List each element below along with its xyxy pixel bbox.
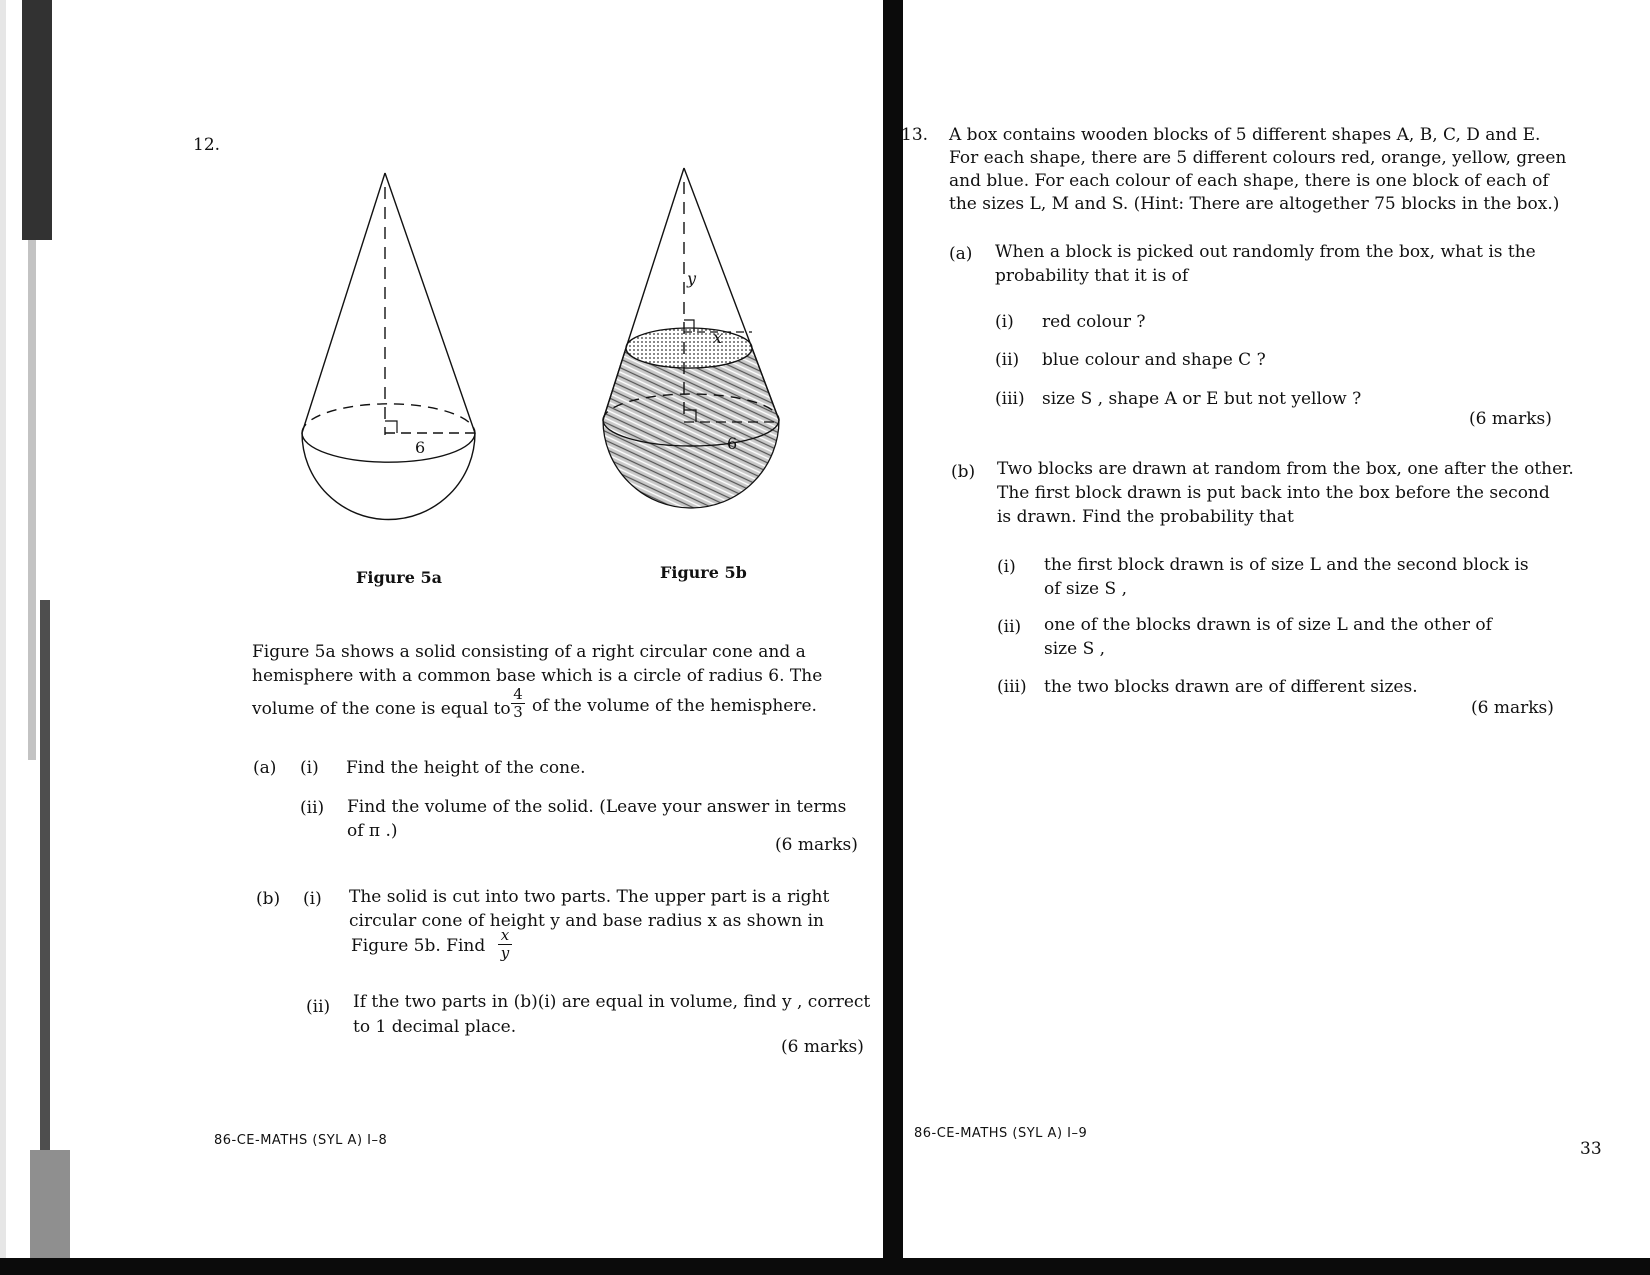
part-a-ii-text-2: of π .) bbox=[347, 821, 398, 841]
intro-fraction-den: 3 bbox=[513, 703, 523, 721]
part-a-ii-label: (ii) bbox=[300, 798, 325, 818]
part-b-i-label: (i) bbox=[303, 889, 322, 909]
figure-5b-height-label: y bbox=[687, 269, 697, 288]
left-footer: 86-CE-MATHS (SYL A) I–8 bbox=[214, 1133, 388, 1148]
part-b-fraction bbox=[498, 928, 512, 961]
q13-part-a-marks: (6 marks) bbox=[1469, 409, 1552, 429]
q13-part-b-text-1: Two blocks are drawn at random from the box, one after the other. bbox=[997, 459, 1574, 479]
q13-b-ii-label: (ii) bbox=[997, 617, 1022, 637]
q13-intro-1: A box contains wooden blocks of 5 different shapes A, B, C, D and E. bbox=[949, 125, 1541, 145]
part-b-fraction-den: y bbox=[500, 944, 510, 962]
q13-b-iii-label: (iii) bbox=[997, 677, 1027, 697]
q13-part-b-text-2: The first block drawn is put back into the box before the second bbox=[997, 483, 1550, 503]
intro-fraction bbox=[511, 687, 525, 720]
q13-intro-2: For each shape, there are 5 different colours red, orange, yellow, green bbox=[949, 148, 1567, 168]
part-b-marks: (6 marks) bbox=[781, 1037, 864, 1057]
q13-intro-3: and blue. For each colour of each shape, there is one block of each of bbox=[949, 171, 1549, 191]
intro-line-3: volume of the cone is equal to bbox=[252, 699, 511, 719]
intro-fraction-num: 4 bbox=[513, 685, 523, 703]
figure-5a bbox=[290, 165, 490, 530]
part-b-ii-text-2: to 1 decimal place. bbox=[353, 1017, 517, 1037]
part-b-label: (b) bbox=[256, 889, 281, 909]
figure-5b-caption: Figure 5b bbox=[660, 563, 747, 582]
part-a-ii-text-1: Find the volume of the solid. (Leave your answer in terms bbox=[347, 797, 847, 817]
right-footer: 86-CE-MATHS (SYL A) I–9 bbox=[914, 1126, 1088, 1141]
figure-5b-radius-x-label: x bbox=[713, 328, 723, 347]
part-b-i-text-1: The solid is cut into two parts. The upper part is a right bbox=[349, 887, 830, 907]
q13-a-iii-label: (iii) bbox=[995, 389, 1025, 409]
q13-a-ii-text: blue colour and shape C ? bbox=[1042, 350, 1266, 370]
question-number: 12. bbox=[193, 135, 221, 155]
intro-line-1: Figure 5a shows a solid consisting of a right circular cone and a bbox=[252, 642, 806, 662]
q13-b-i-line1: the first block drawn is of size L and the second block is bbox=[1044, 555, 1529, 575]
q13-b-i-label: (i) bbox=[997, 557, 1016, 577]
q13-part-a-text-1: When a block is picked out randomly from the box, what is the bbox=[995, 242, 1536, 262]
figure-5b bbox=[596, 160, 796, 530]
intro-line-4: of the volume of the hemisphere. bbox=[532, 696, 817, 716]
part-b-fraction-num: x bbox=[500, 926, 510, 944]
part-a-i-text: Find the height of the cone. bbox=[346, 758, 586, 778]
part-a-label: (a) bbox=[253, 758, 277, 778]
q13-intro-4: the sizes L, M and S. (Hint: There are altogether 75 blocks in the box.) bbox=[949, 194, 1560, 214]
q13-b-i-line2: of size S , bbox=[1044, 579, 1127, 599]
q13-part-b-text-3: is drawn. Find the probability that bbox=[997, 507, 1294, 527]
q13-part-a-text-2: probability that it is of bbox=[995, 266, 1189, 286]
scan-bottom-edge bbox=[0, 1258, 1650, 1275]
binding-gutter bbox=[883, 0, 903, 1275]
q13-b-ii-line2: size S , bbox=[1044, 639, 1106, 659]
q13-part-b-marks: (6 marks) bbox=[1471, 698, 1554, 718]
q13-a-i-text: red colour ? bbox=[1042, 312, 1146, 332]
part-b-ii-text-1: If the two parts in (b)(i) are equal in volume, find y , correct bbox=[353, 992, 871, 1012]
question-number-13: 13. bbox=[901, 125, 929, 145]
figure-5b-radius-label: 6 bbox=[727, 434, 738, 453]
part-a-i-label: (i) bbox=[300, 758, 319, 778]
part-b-ii-label: (ii) bbox=[306, 997, 331, 1017]
figure-5a-caption: Figure 5a bbox=[356, 568, 442, 587]
q13-b-iii-line1: the two blocks drawn are of different sizes. bbox=[1044, 677, 1418, 697]
right-page bbox=[903, 0, 1650, 1260]
intro-line-2: hemisphere with a common base which is a circle of radius 6. The bbox=[252, 666, 823, 686]
q13-part-a-label: (a) bbox=[949, 244, 973, 264]
q13-a-ii-label: (ii) bbox=[995, 350, 1020, 370]
part-b-i-text-2: circular cone of height y and base radius x as shown in bbox=[349, 911, 824, 931]
scan-edge-shadow bbox=[0, 0, 70, 1275]
q13-a-iii-text: size S , shape A or E but not yellow ? bbox=[1042, 389, 1362, 409]
part-a-marks: (6 marks) bbox=[775, 835, 858, 855]
part-b-i-text-3: Figure 5b. Find bbox=[351, 936, 486, 956]
page-number: 33 bbox=[1580, 1139, 1602, 1159]
q13-a-i-label: (i) bbox=[995, 312, 1014, 332]
q13-b-ii-line1: one of the blocks drawn is of size L and the other of bbox=[1044, 615, 1492, 635]
figure-5a-radius-label: 6 bbox=[415, 438, 426, 457]
q13-part-b-label: (b) bbox=[951, 462, 976, 482]
